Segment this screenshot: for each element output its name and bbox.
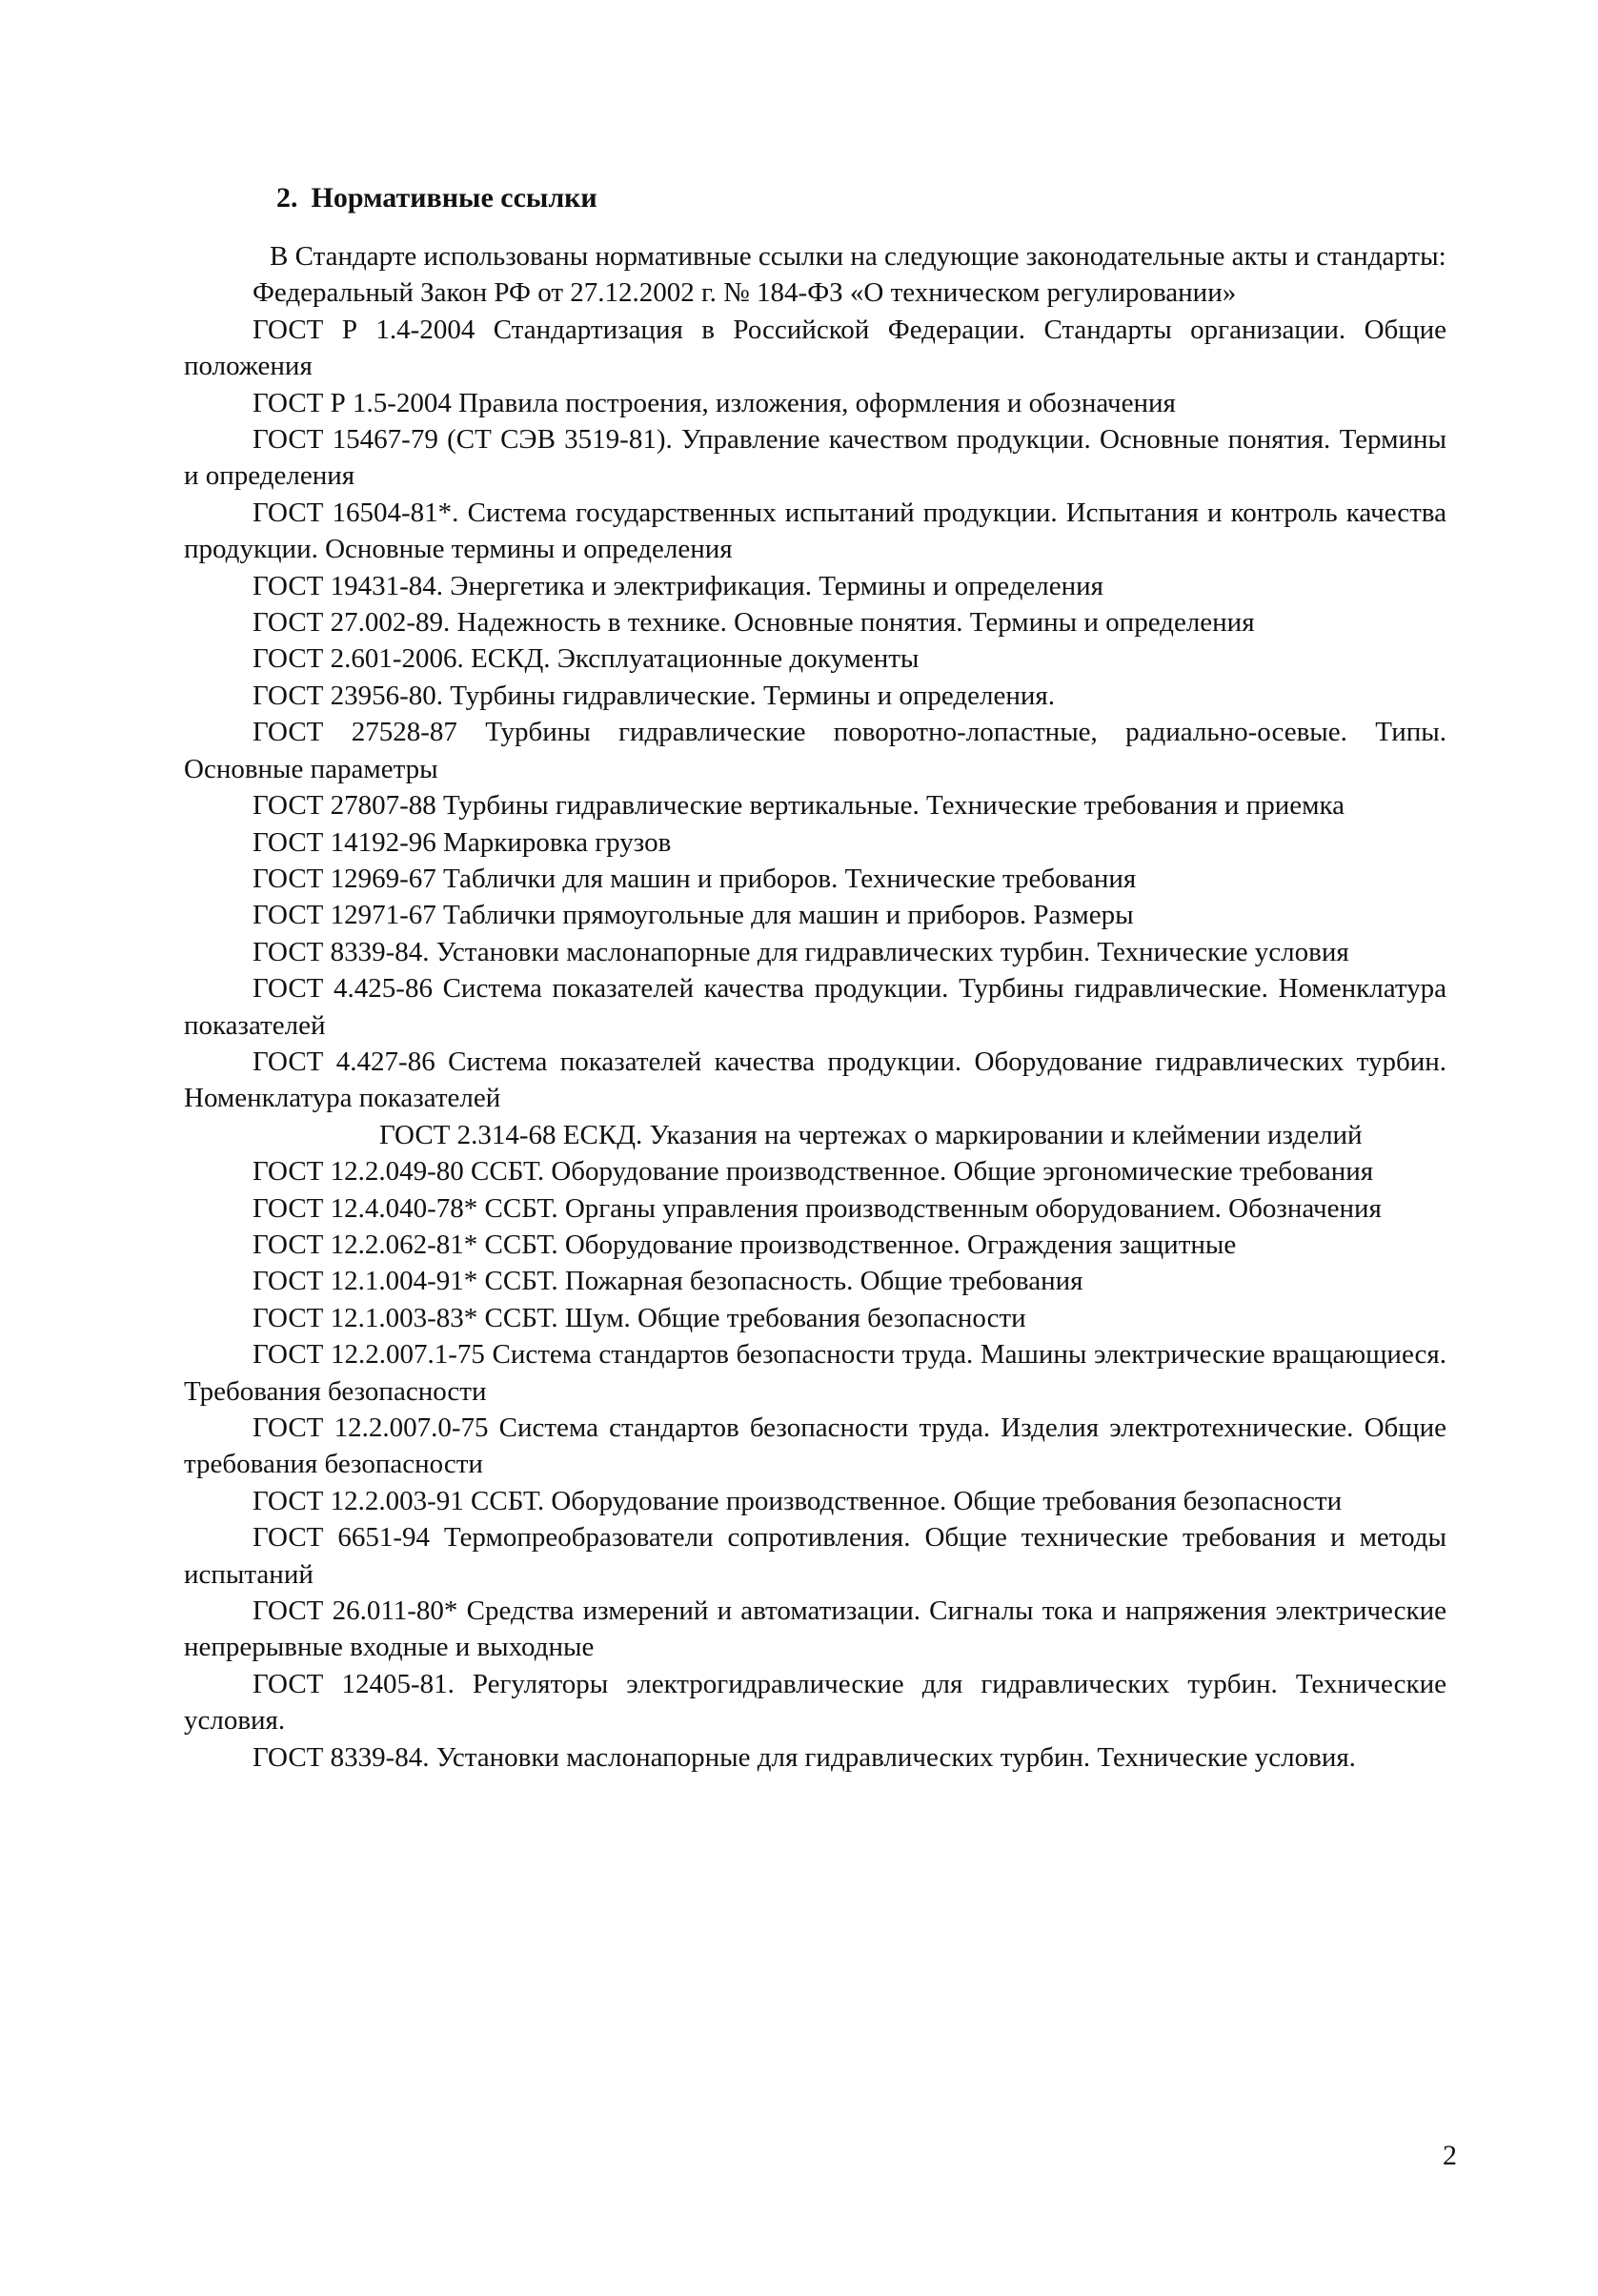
reference-item: ГОСТ 4.427-86 Система показателей качества продукции. Оборудование гидравлических турбин. Номенклатура показателей — [184, 1046, 1446, 1114]
reference-item: ГОСТ 12.2.049-80 ССБТ. Оборудование производственное. Общие эргономические требования — [253, 1156, 1374, 1188]
intro-paragraph: В Стандарте использованы нормативные ссылки на следующие законодательные акты и стандарты: — [270, 241, 1446, 272]
reference-item: ГОСТ 23956-80. Турбины гидравлические. Термины и определения. — [253, 680, 1056, 711]
reference-item: ГОСТ 12.2.003-91 ССБТ. Оборудование производственное. Общие требования безопасности — [253, 1485, 1343, 1516]
reference-item: ГОСТ 27528-87 Турбины гидравлические поворотно-лопастные, радиально-осевые. Типы. Основные параметры — [184, 717, 1446, 784]
reference-item: ГОСТ 2.314-68 ЕСКД. Указания на чертежах о маркировании и клеймении изделий — [379, 1119, 1363, 1150]
reference-item: ГОСТ 12969-67 Таблички для машин и приборов. Технические требования — [253, 863, 1137, 894]
reference-item: ГОСТ 12.1.004-91* ССБТ. Пожарная безопасность. Общие требования — [253, 1266, 1083, 1297]
reference-item: ГОСТ Р 1.4-2004 Стандартизация в Российской Федерации. Стандарты организации. Общие положения — [184, 314, 1446, 382]
reference-item: ГОСТ 12.1.003-83* ССБТ. Шум. Общие требования безопасности — [253, 1302, 1026, 1333]
reference-item: Федеральный Закон РФ от 27.12.2002 г. № 184-ФЗ «О техническом регулировании» — [253, 277, 1237, 309]
reference-item: ГОСТ 27807-88 Турбины гидравлические вертикальные. Технические требования и приемка — [253, 790, 1345, 822]
section-heading — [276, 179, 597, 217]
reference-item: ГОСТ 12.2.007.0-75 Система стандартов безопасности труда. Изделия электротехнические. Общие требования безопасности — [184, 1412, 1446, 1480]
reference-item: ГОСТ 19431-84. Энергетика и электрификация. Термины и определения — [253, 570, 1103, 601]
reference-item: ГОСТ 4.425-86 Система показателей качества продукции. Турбины гидравлические. Номенклатура показателей — [184, 973, 1446, 1041]
reference-item: ГОСТ 6651-94 Термопреобразователи сопротивления. Общие технические требования и методы испытаний — [184, 1522, 1446, 1590]
reference-item: ГОСТ 8339-84. Установки маслонапорные для гидравлических турбин. Технические условия — [253, 936, 1349, 967]
section-title: Нормативные ссылки — [311, 182, 597, 213]
reference-item: ГОСТ 15467-79 (СТ СЭВ 3519-81). Управление качеством продукции. Основные понятия. Термины и определения — [184, 424, 1446, 492]
reference-item: ГОСТ 12405-81. Регуляторы электрогидравлические для гидравлических турбин. Технические условия. — [184, 1668, 1446, 1737]
section-number: 2. — [276, 182, 298, 213]
reference-item: ГОСТ 12.2.062-81* ССБТ. Оборудование производственное. Ограждения защитные — [253, 1229, 1237, 1260]
reference-item: ГОСТ 12.4.040-78* ССБТ. Органы управления производственным оборудованием. Обозначения — [253, 1192, 1382, 1224]
reference-item: ГОСТ 12971-67 Таблички прямоугольные для машин и приборов. Размеры — [253, 900, 1134, 931]
reference-item: ГОСТ 26.011-80* Средства измерений и автоматизации. Сигналы тока и напряжения электрические непрерывные входные и выходные — [184, 1595, 1446, 1663]
reference-item: ГОСТ 14192-96 Маркировка грузов — [253, 826, 672, 858]
reference-item: ГОСТ 8339-84. Установки маслонапорные для гидравлических турбин. Технические условия. — [253, 1741, 1356, 1773]
reference-item: ГОСТ Р 1.5-2004 Правила построения, изложения, оформления и обозначения — [253, 387, 1176, 418]
page-number: 2 — [1443, 2140, 1457, 2171]
reference-item: ГОСТ 12.2.007.1-75 Система стандартов безопасности труда. Машины электрические вращающиеся. Требования безопасности — [184, 1339, 1446, 1407]
reference-item: ГОСТ 2.601-2006. ЕСКД. Эксплуатационные документы — [253, 643, 920, 675]
reference-item: ГОСТ 16504-81*. Система государственных испытаний продукции. Испытания и контроль качества продукции. Основные термины и определения — [184, 497, 1446, 565]
references-body — [184, 238, 1446, 1776]
reference-item: ГОСТ 27.002-89. Надежность в технике. Основные понятия. Термины и определения — [253, 607, 1255, 639]
